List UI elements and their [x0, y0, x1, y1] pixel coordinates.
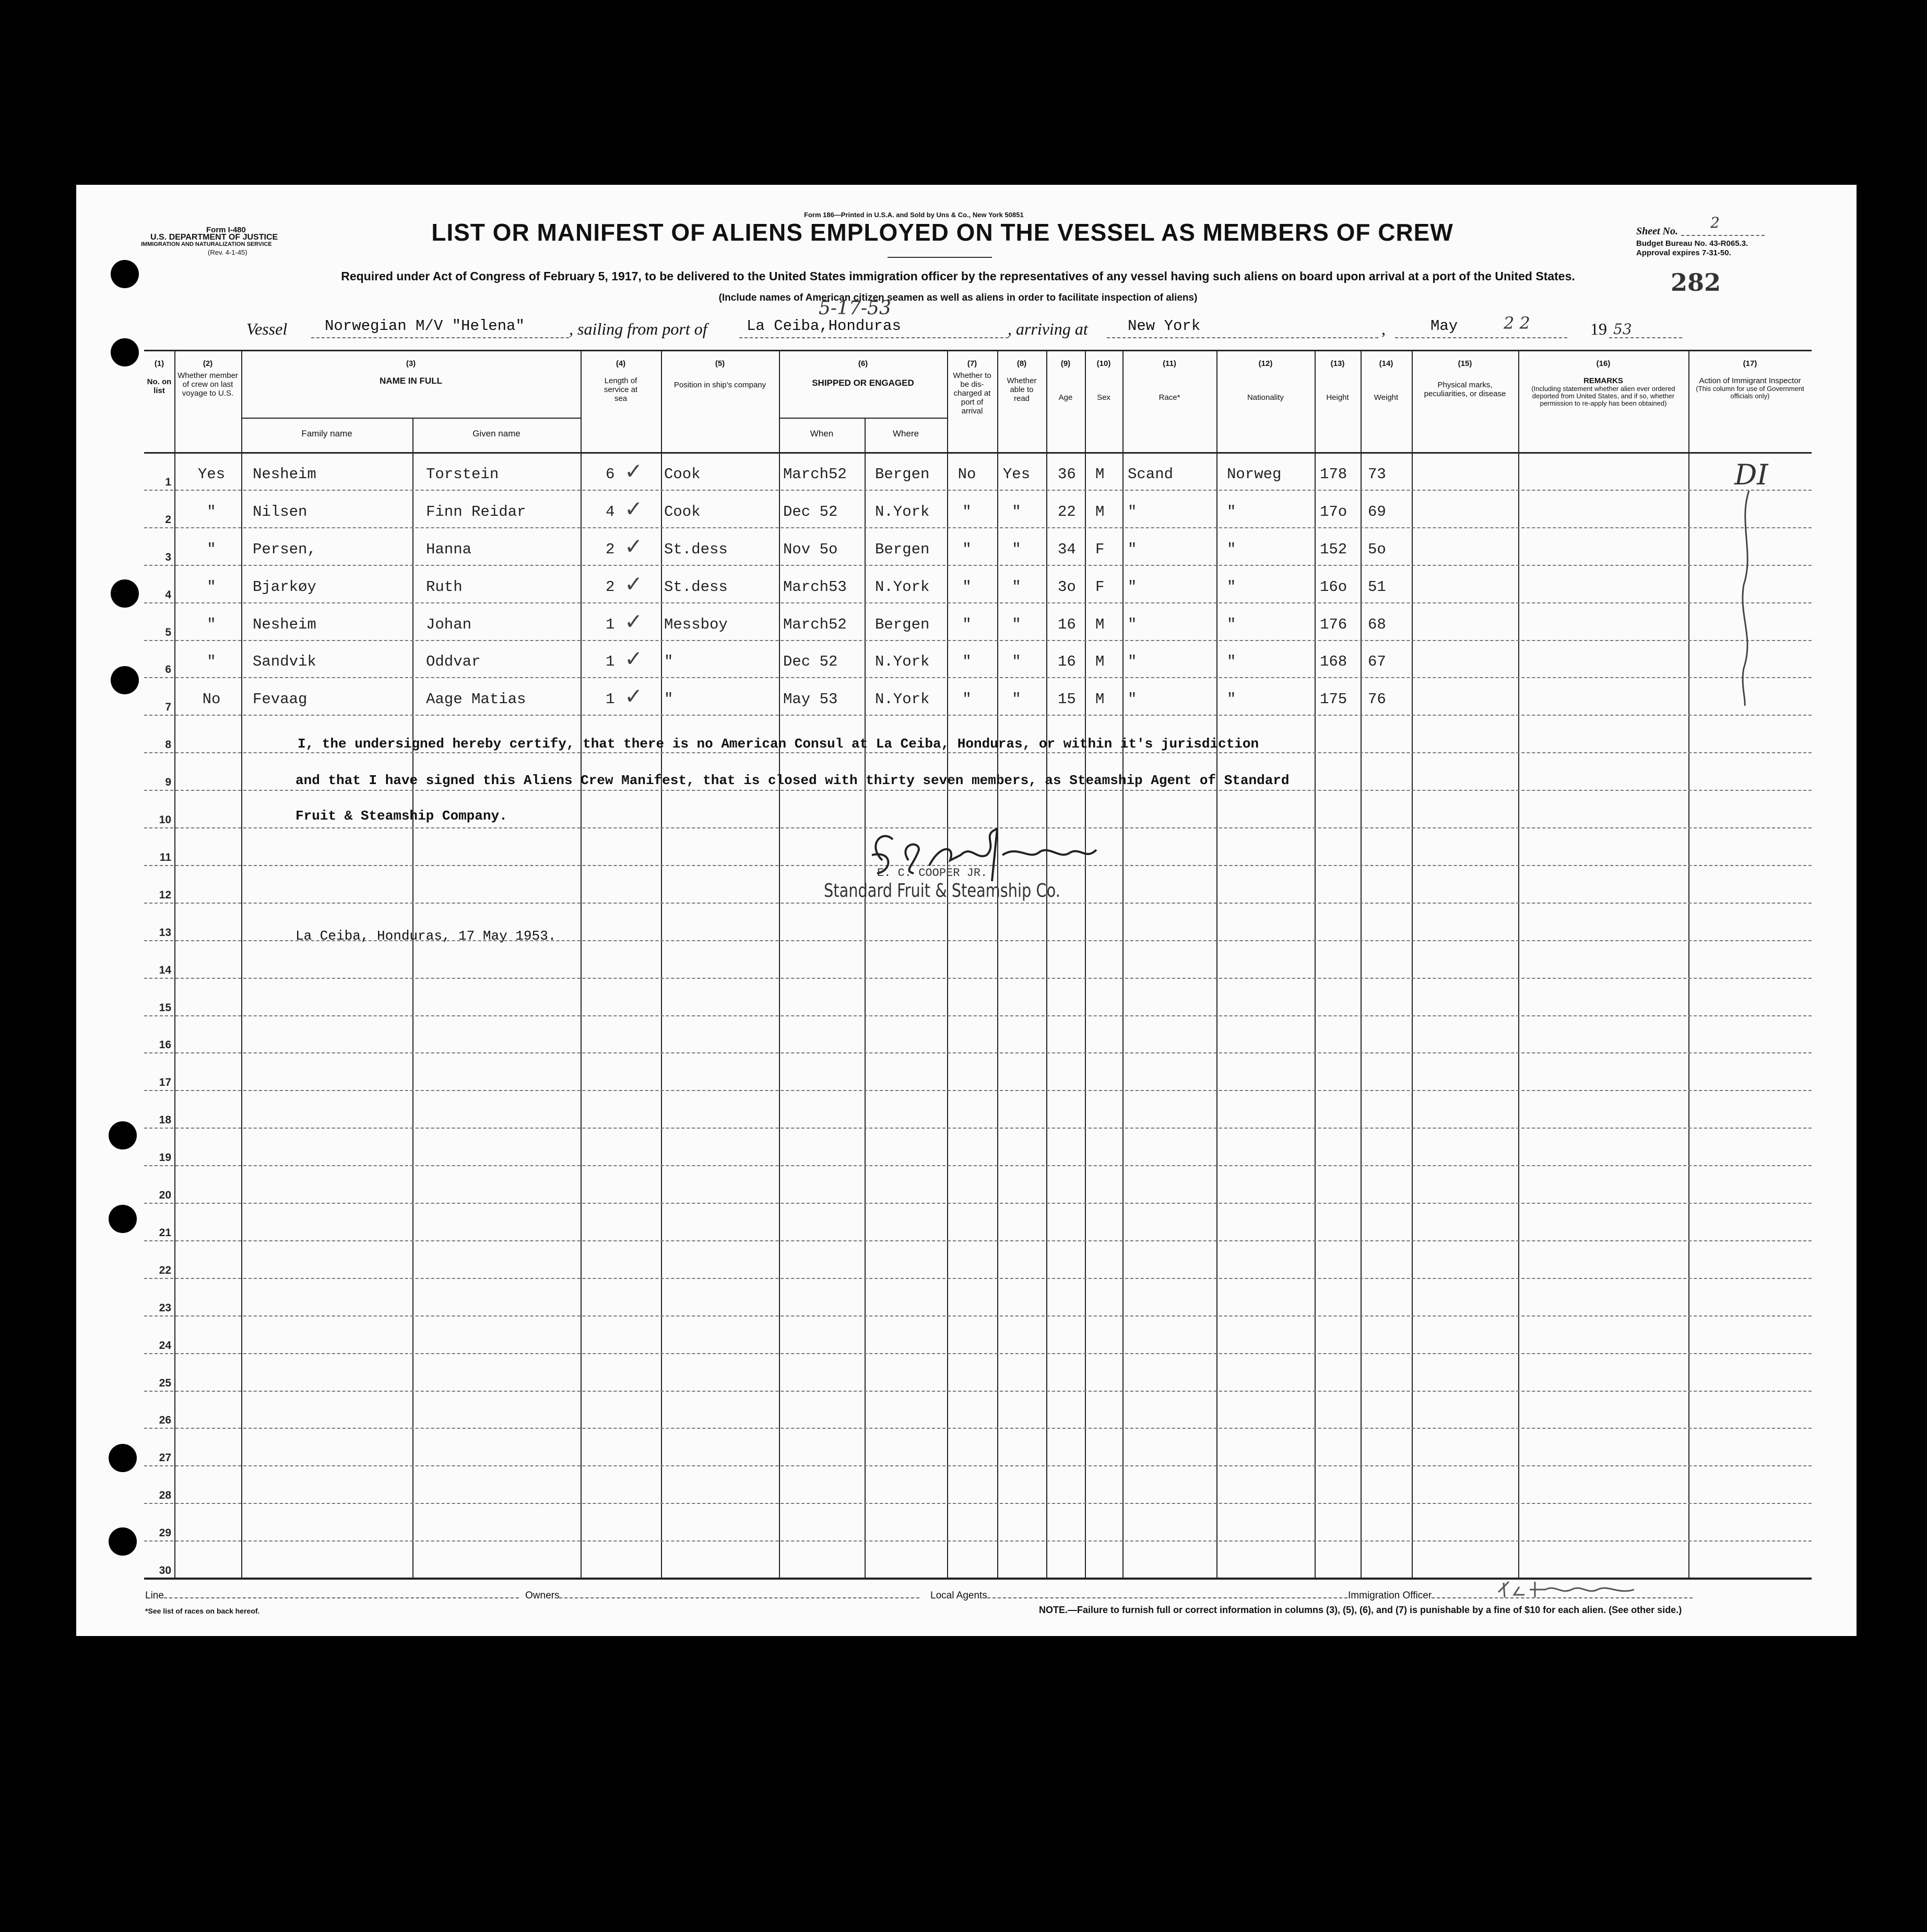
row-rule	[144, 1540, 1812, 1542]
races-note: *See list of races on back hereof.	[145, 1607, 260, 1615]
row-number: 15	[159, 1002, 171, 1014]
service-length-cell: 1	[606, 653, 615, 670]
row-rule	[144, 1052, 1812, 1053]
stamp-number: 282	[1671, 268, 1721, 297]
weight-cell: 5o	[1368, 541, 1386, 558]
form-revision: (Rev. 4-1-45)	[208, 248, 247, 256]
footer-line-label: Line	[145, 1590, 519, 1602]
row-rule	[144, 1428, 1812, 1429]
race-cell: "	[1128, 616, 1137, 633]
race-cell: Scand	[1128, 466, 1174, 483]
row-number: 10	[159, 814, 171, 826]
able-to-read-cell: "	[1012, 503, 1021, 520]
punch-hole	[109, 1121, 137, 1149]
family-name-cell: Nesheim	[253, 466, 316, 483]
col11-header: (11) Race*	[1158, 359, 1180, 402]
shipped-when-cell: March52	[783, 466, 847, 483]
shipped-where-cell: Bergen	[875, 466, 930, 483]
row-rule	[144, 903, 1812, 904]
position-cell: St.dess	[664, 541, 728, 558]
family-name-cell: Bjarkøy	[253, 578, 316, 596]
punch-hole	[109, 1527, 137, 1556]
nationality-cell: "	[1227, 578, 1236, 596]
row-rule	[144, 1503, 1812, 1504]
col14-header: (14) Weight	[1374, 359, 1399, 402]
family-name-cell: Nilsen	[253, 503, 308, 520]
row-number: 28	[159, 1489, 171, 1501]
service-length-cell: 1	[606, 691, 615, 708]
row-number: 27	[159, 1452, 171, 1464]
col-divider	[1085, 350, 1086, 1578]
row-number: 17	[159, 1076, 171, 1088]
row-number: 12	[159, 889, 171, 901]
race-cell: "	[1128, 541, 1137, 558]
discharged-cell: "	[962, 578, 972, 596]
form-subtitle: Required under Act of Congress of February 5, 1917, to be delivered to the United States immigration officer by the representatives of any vessel having such aliens on board upon arrival at a port of the United States.	[341, 269, 1575, 283]
punch-hole	[111, 666, 139, 694]
given-name-subheader: Given name	[472, 429, 521, 438]
sheet-fill-line	[1681, 235, 1765, 236]
last-voyage-cell: Yes	[197, 466, 226, 483]
family-name-cell: Sandvik	[253, 653, 316, 670]
footer-note: NOTE.—Failure to furnish full or correct information in columns (3), (5), (6), and (7) is punishable by a fine of $10 for each alien. (See other side.)	[1039, 1605, 1682, 1615]
inspector-mark: DI	[1734, 458, 1768, 491]
check-mark-icon: ✓	[624, 496, 643, 521]
last-voyage-cell: "	[207, 541, 216, 558]
service-length-cell: 6	[606, 466, 615, 483]
col1-header: (1) No. on list	[147, 359, 172, 395]
col8-header: (8) Whether able to read	[1007, 359, 1037, 403]
nationality-cell: "	[1227, 503, 1236, 520]
race-cell: "	[1128, 503, 1137, 520]
row-number: 26	[159, 1414, 171, 1426]
height-cell: 175	[1320, 691, 1347, 708]
row-number: 29	[159, 1527, 171, 1539]
height-cell: 176	[1320, 616, 1347, 633]
row-rule	[144, 1315, 1812, 1317]
col17-header: (17) Action of Immigrant Inspector (This column for use of Government officials only)	[1696, 359, 1804, 400]
able-to-read-cell: "	[1012, 578, 1021, 596]
position-cell: St.dess	[664, 578, 728, 596]
row-rule	[144, 1465, 1812, 1466]
col-divider	[1361, 350, 1362, 1578]
title-rule	[888, 257, 992, 258]
race-cell: "	[1128, 653, 1137, 670]
able-to-read-cell: "	[1012, 541, 1021, 558]
col10-header: (10) Sex	[1096, 359, 1111, 402]
position-cell: "	[664, 691, 673, 708]
race-cell: "	[1128, 691, 1137, 708]
row-rule	[144, 978, 1812, 979]
row-number: 4	[165, 589, 171, 601]
service-length-cell: 4	[606, 503, 615, 520]
service-length-cell: 2	[606, 541, 615, 558]
col-divider	[661, 350, 662, 1578]
officer-initials	[1493, 1577, 1660, 1603]
weight-cell: 73	[1368, 466, 1386, 483]
arriving-value: New York	[1128, 317, 1201, 335]
discharged-cell: "	[962, 691, 972, 708]
row-rule	[144, 527, 1812, 528]
row-rule	[144, 640, 1812, 641]
able-to-read-cell: "	[1012, 616, 1021, 633]
shipped-where-cell: N.York	[875, 691, 930, 708]
row-number: 18	[159, 1114, 171, 1126]
last-voyage-cell: "	[207, 616, 216, 633]
col-divider	[174, 350, 175, 1578]
check-mark-icon: ✓	[624, 646, 643, 671]
col15-header: (15) Physical marks, peculiarities, or disease	[1424, 359, 1506, 398]
sailing-fill	[739, 337, 1009, 338]
budget-bureau: Budget Bureau No. 43-R065.3.	[1636, 239, 1748, 248]
height-cell: 178	[1320, 466, 1347, 483]
service-length-cell: 1	[606, 616, 615, 633]
row-rule	[144, 1353, 1812, 1354]
able-to-read-cell: Yes	[1002, 466, 1031, 483]
given-name-cell: Ruth	[426, 578, 463, 596]
col-divider	[1518, 350, 1519, 1578]
year-fill	[1609, 337, 1682, 338]
place-and-date: La Ceiba, Honduras, 17 May 1953.	[295, 928, 557, 944]
approval-expires: Approval expires 7-31-50.	[1636, 248, 1731, 257]
row-rule	[144, 1165, 1812, 1166]
row-number: 14	[159, 964, 171, 976]
row-number: 22	[159, 1264, 171, 1276]
shipped-where-cell: N.York	[875, 503, 930, 520]
col9-header: (9) Age	[1058, 359, 1073, 402]
month-value: May	[1431, 317, 1458, 335]
shipped-when-cell: March52	[783, 616, 847, 633]
row-rule	[144, 1240, 1812, 1241]
year-value: 53	[1613, 321, 1632, 338]
position-cell: Cook	[664, 503, 701, 520]
row-number: 11	[159, 851, 171, 863]
nationality-cell: Norweg	[1227, 466, 1282, 483]
name-subheader-rule	[241, 418, 581, 419]
col5-header: (5) Position in ship's company	[673, 359, 766, 389]
row-number: 2	[165, 514, 171, 526]
sheet-number: 2	[1710, 214, 1720, 231]
col-divider	[412, 418, 413, 1578]
given-name-cell: Hanna	[426, 541, 472, 558]
check-mark-icon: ✓	[624, 609, 643, 634]
height-cell: 152	[1320, 541, 1347, 558]
punch-hole	[111, 260, 139, 288]
shipped-subheader-rule	[779, 418, 947, 419]
footer-owners-label: Owners	[525, 1590, 919, 1602]
col6-header: (6) SHIPPED OR ENGAGED	[812, 359, 914, 388]
sex-cell: M	[1095, 503, 1105, 520]
row-number: 19	[159, 1152, 171, 1164]
age-cell: 16	[1058, 616, 1076, 633]
last-voyage-cell: "	[207, 503, 216, 520]
sex-cell: F	[1095, 541, 1105, 558]
check-mark-icon: ✓	[624, 571, 643, 597]
service-length-cell: 2	[606, 578, 615, 596]
col-divider	[1315, 350, 1316, 1578]
shipped-where-cell: Bergen	[875, 616, 930, 633]
where-subheader: Where	[892, 429, 919, 438]
sex-cell: F	[1095, 578, 1105, 596]
given-name-cell: Finn Reidar	[426, 503, 526, 520]
col12-header: (12) Nationality	[1247, 359, 1284, 402]
col-divider	[997, 350, 998, 1578]
row-number: 3	[165, 551, 171, 563]
page-title: LIST OR MANIFEST OF ALIENS EMPLOYED ON THE VESSEL AS MEMBERS OF CREW	[431, 219, 1453, 246]
col-divider	[1046, 350, 1047, 1578]
certification-line-1: I, the undersigned hereby certify, that there is no American Consul at La Ceiba, Honduras, or within it's jurisdiction	[298, 736, 1259, 752]
check-mark-icon: ✓	[624, 534, 643, 559]
family-name-subheader: Family name	[301, 429, 352, 438]
agency-service: IMMIGRATION AND NATURALIZATION SERVICE	[141, 241, 272, 247]
able-to-read-cell: "	[1012, 691, 1021, 708]
col-divider	[1216, 350, 1217, 1578]
table-top-border	[144, 350, 1812, 351]
sex-cell: M	[1095, 616, 1105, 633]
col-divider	[865, 418, 866, 1578]
row-rule	[144, 715, 1812, 716]
weight-cell: 67	[1368, 653, 1386, 670]
row-number: 7	[165, 701, 171, 713]
vessel-label: Vessel	[246, 319, 288, 338]
day-value: 2 2	[1504, 313, 1530, 333]
height-cell: 16o	[1320, 578, 1347, 596]
col-divider	[581, 350, 582, 1578]
weight-cell: 51	[1368, 578, 1386, 596]
inspector-ditto-line	[1728, 480, 1759, 710]
age-cell: 36	[1058, 466, 1076, 483]
when-subheader: When	[810, 429, 834, 438]
row-number: 9	[165, 776, 171, 788]
shipped-where-cell: Bergen	[875, 541, 930, 558]
col-divider	[779, 350, 780, 1578]
arriving-label: , arriving at	[1008, 319, 1088, 338]
given-name-cell: Johan	[426, 616, 472, 633]
sailing-value: La Ceiba,Honduras	[747, 317, 901, 335]
sex-cell: M	[1095, 466, 1105, 483]
nationality-cell: "	[1227, 616, 1236, 633]
row-number: 8	[165, 739, 171, 751]
agency-name: U.S. DEPARTMENT OF JUSTICE	[150, 233, 278, 242]
weight-cell: 76	[1368, 691, 1386, 708]
row-number: 6	[165, 663, 171, 675]
age-cell: 22	[1058, 503, 1076, 520]
age-cell: 16	[1058, 653, 1076, 670]
row-number: 1	[165, 476, 171, 488]
row-number: 16	[159, 1039, 171, 1051]
row-number: 21	[159, 1227, 171, 1239]
row-number: 30	[159, 1564, 171, 1577]
row-rule	[144, 490, 1812, 491]
col-divider	[947, 350, 948, 1578]
row-rule	[144, 1128, 1812, 1129]
sheet-label: Sheet No.	[1636, 226, 1678, 237]
certification-line-2: and that I have signed this Aliens Crew Manifest, that is closed with thirty seven members, as Steamship Agent of Standard	[295, 773, 1290, 788]
discharged-cell: "	[962, 616, 972, 633]
family-name-cell: Nesheim	[253, 616, 316, 633]
last-voyage-cell: No	[202, 691, 221, 708]
col7-header: (7) Whether to be dis-charged at port of arrival	[953, 359, 991, 416]
punch-hole	[111, 338, 139, 366]
col-divider	[1412, 350, 1413, 1578]
row-number: 24	[159, 1340, 171, 1352]
family-name-cell: Fevaag	[253, 691, 308, 708]
arriving-fill	[1107, 337, 1378, 338]
discharged-cell: "	[962, 503, 972, 520]
able-to-read-cell: "	[1012, 653, 1021, 670]
shipped-when-cell: Dec 52	[783, 503, 838, 520]
row-number: 20	[159, 1189, 171, 1201]
age-cell: 34	[1058, 541, 1076, 558]
discharged-cell: No	[957, 466, 976, 483]
position-cell: "	[664, 653, 673, 670]
shipped-when-cell: March53	[783, 578, 847, 596]
race-cell: "	[1128, 578, 1137, 596]
vessel-value: Norwegian M/V "Helena"	[325, 317, 525, 335]
punch-hole	[109, 1444, 137, 1472]
nationality-cell: "	[1227, 691, 1236, 708]
col16-header: (16) REMARKS (Including statement whether alien ever ordered deported from United States, and if so, whether permission to re-apply has been obtained)	[1531, 359, 1675, 407]
punch-hole	[111, 579, 139, 608]
col-divider	[1122, 350, 1124, 1578]
row-rule	[144, 1203, 1812, 1204]
row-number: 13	[159, 927, 171, 939]
col4-header: (4) Length of service at sea	[604, 359, 638, 403]
sailing-label: , sailing from port of	[569, 319, 707, 338]
col-divider	[241, 350, 242, 1578]
form-id: Form I-480	[206, 226, 246, 234]
form-subnote: (Include names of American citizen seamen as well as aliens in order to facilitate inspection of aliens)	[718, 292, 1198, 303]
row-rule	[144, 1015, 1812, 1016]
nationality-cell: "	[1227, 541, 1236, 558]
row-number: 5	[165, 626, 171, 638]
row-number: 25	[159, 1377, 171, 1389]
row-rule	[144, 1391, 1812, 1392]
certification-line-3: Fruit & Steamship Company.	[295, 808, 507, 824]
shipped-when-cell: May 53	[783, 691, 838, 708]
row-rule	[144, 565, 1812, 566]
vessel-fill	[311, 337, 569, 338]
sex-cell: M	[1095, 691, 1105, 708]
footer-immigration-officer-label: Immigration Officer	[1348, 1590, 1693, 1602]
given-name-cell: Oddvar	[426, 653, 481, 670]
row-rule	[144, 790, 1812, 791]
check-mark-icon: ✓	[624, 458, 643, 484]
handwritten-date: 5-17-53	[819, 298, 891, 319]
family-name-cell: Persen,	[253, 541, 316, 558]
col3-header: (3) NAME IN FULL	[380, 359, 442, 386]
date-fill	[1395, 337, 1567, 338]
check-mark-icon: ✓	[624, 683, 643, 709]
comma: ,	[1381, 319, 1386, 338]
row-rule	[144, 1090, 1812, 1091]
position-cell: Messboy	[664, 616, 728, 633]
weight-cell: 68	[1368, 616, 1386, 633]
col-divider	[1688, 350, 1689, 1578]
row-rule	[144, 1278, 1812, 1279]
row-rule	[144, 602, 1812, 603]
row-number: 23	[159, 1302, 171, 1314]
col13-header: (13) Height	[1326, 359, 1349, 402]
footer-local-agents-label: Local Agents	[930, 1590, 1347, 1602]
position-cell: Cook	[664, 466, 701, 483]
sex-cell: M	[1095, 653, 1105, 670]
given-name-cell: Torstein	[426, 466, 499, 483]
shipped-when-cell: Dec 52	[783, 653, 838, 670]
discharged-cell: "	[962, 653, 972, 670]
last-voyage-cell: "	[207, 578, 216, 596]
given-name-cell: Aage Matias	[426, 691, 526, 708]
signer-company: Standard Fruit & Steamship Co.	[824, 880, 1060, 902]
height-cell: 168	[1320, 653, 1347, 670]
age-cell: 3o	[1058, 578, 1076, 596]
header-bottom-border	[144, 452, 1812, 454]
shipped-where-cell: N.York	[875, 578, 930, 596]
printer-line: Form 186—Printed in U.S.A. and Sold by Uns & Co., New York 50851	[804, 211, 1024, 219]
row-rule	[144, 677, 1812, 678]
nationality-cell: "	[1227, 653, 1236, 670]
row-rule	[144, 752, 1812, 753]
year-prefix: 19	[1590, 319, 1607, 338]
shipped-where-cell: N.York	[875, 653, 930, 670]
col2-header: (2) Whether member of crew on last voyage to U.S.	[178, 359, 238, 398]
signer-name: E. C. COOPER JR.	[877, 867, 988, 880]
discharged-cell: "	[962, 541, 972, 558]
weight-cell: 69	[1368, 503, 1386, 520]
age-cell: 15	[1058, 691, 1076, 708]
shipped-when-cell: Nov 5o	[783, 541, 838, 558]
last-voyage-cell: "	[207, 653, 216, 670]
height-cell: 17o	[1320, 503, 1347, 520]
punch-hole	[109, 1205, 137, 1233]
